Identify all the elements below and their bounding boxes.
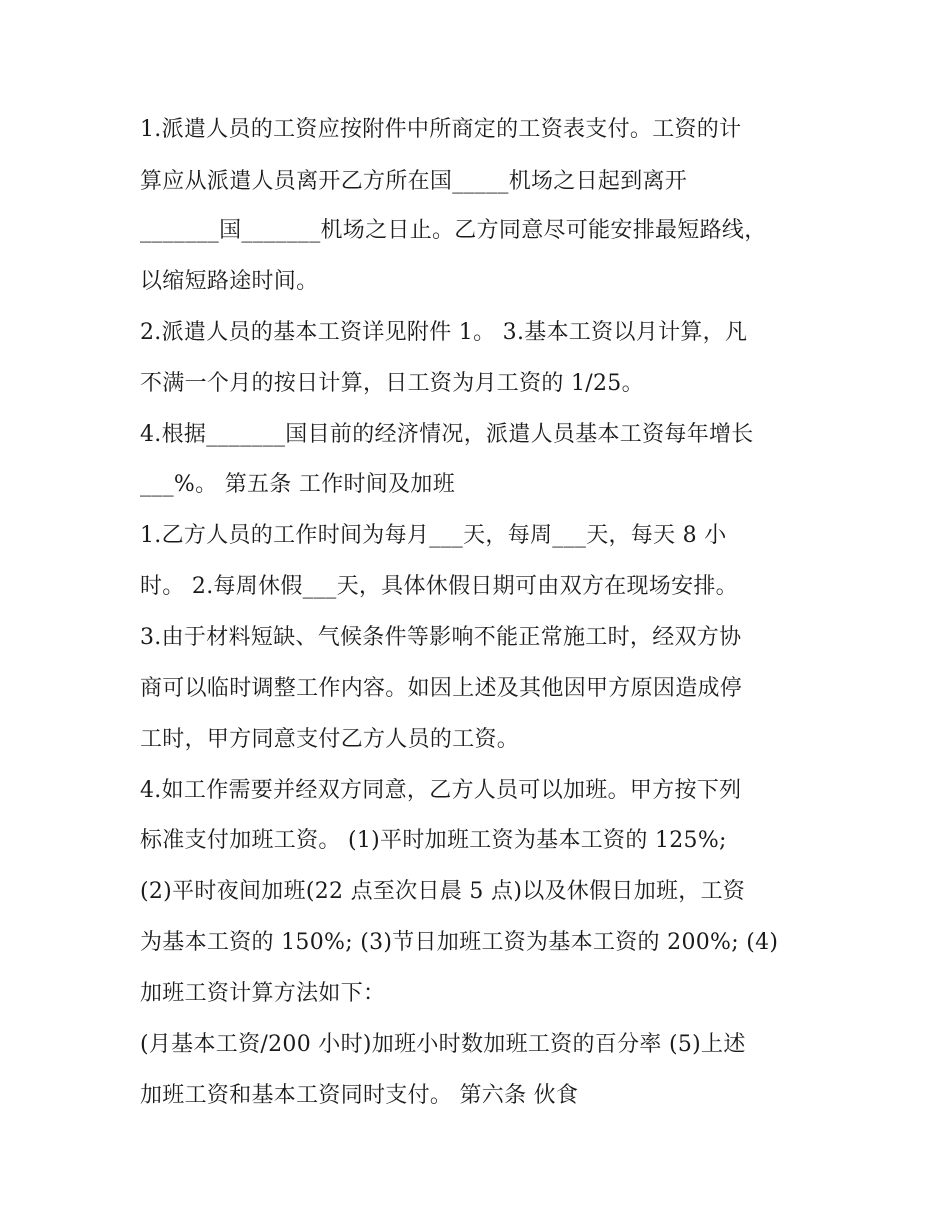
text-line: 4.根据_______国目前的经济情况，派遣人员基本工资每年增长: [140, 422, 754, 447]
text-line: 商可以临时调整工作内容。如因上述及其他因甲方原因造成停: [140, 676, 743, 701]
text-line: (2)平时夜间加班(22 点至次日晨 5 点)以及休假日加班，工资: [140, 879, 746, 904]
text-line: 2.派遣人员的基本工资详见附件 1。 3.基本工资以月计算，凡: [140, 320, 748, 345]
text-line: ___%。 第五条 工作时间及加班: [140, 472, 455, 497]
text-line: (月基本工资/200 小时)加班小时数加班工资的百分率 (5)上述: [140, 1032, 746, 1057]
text-line: 加班工资计算方法如下：: [140, 981, 386, 1006]
text-line: 1.乙方人员的工作时间为每月___天，每周___天，每天 8 小: [140, 523, 727, 548]
text-line: 加班工资和基本工资同时支付。 第六条 伙食: [140, 1083, 579, 1108]
text-line: _______国_______机场之日止。乙方同意尽可能安排最短路线，: [140, 218, 767, 243]
text-line: 1.派遣人员的工资应按附件中所商定的工资表支付。工资的计: [140, 117, 742, 142]
text-line: 工时，甲方同意支付乙方人员的工资。: [140, 727, 520, 752]
text-line: 不满一个月的按日计算，日工资为月工资的 1/25。: [140, 371, 644, 396]
text-line: 标准支付加班工资。 (1)平时加班工资为基本工资的 125%;: [140, 828, 727, 853]
text-line: 时。 2.每周休假___天，具体休假日期可由双方在现场安排。: [140, 574, 738, 599]
text-line: 3.由于材料短缺、气候条件等影响不能正常施工时，经双方协: [140, 625, 742, 650]
text-line: 算应从派遣人员离开乙方所在国_____机场之日起到离开: [140, 169, 688, 194]
text-line: 4.如工作需要并经双方同意，乙方人员可以加班。甲方按下列: [140, 778, 742, 803]
text-line: 以缩短路途时间。: [140, 269, 319, 294]
text-line: 为基本工资的 150%; (3)节日加班工资为基本工资的 200%; (4): [140, 930, 779, 955]
